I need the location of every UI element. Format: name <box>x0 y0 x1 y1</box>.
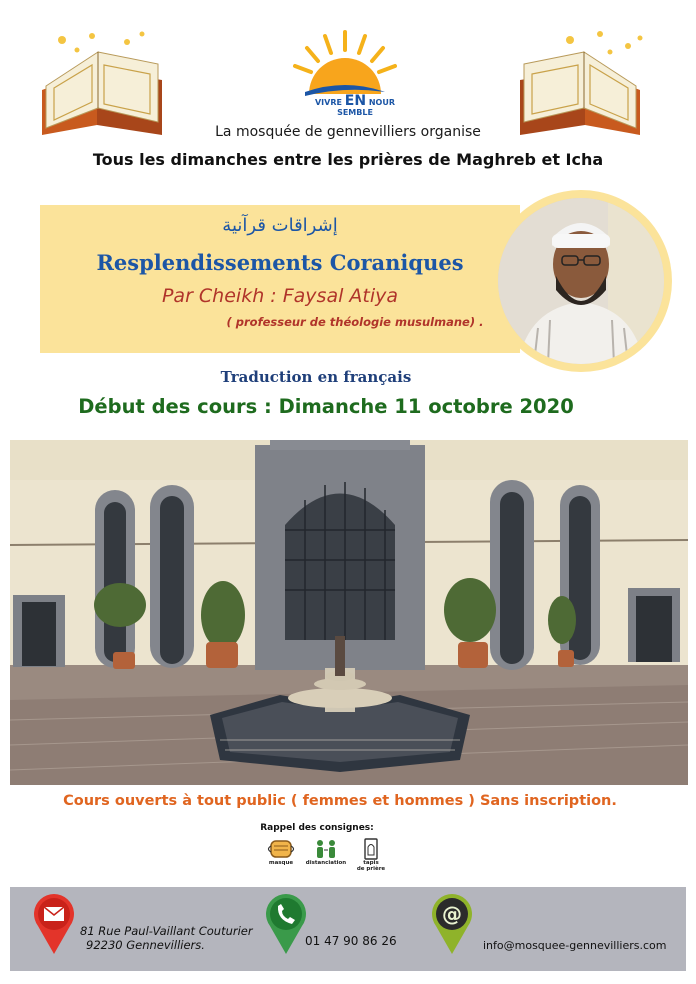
email-address[interactable]: info@mosquee-gennevilliers.com <box>483 939 667 952</box>
course-title: Resplendissements Coraniques <box>96 250 464 275</box>
mask-icon <box>266 838 296 860</box>
email-pin-icon <box>428 892 476 956</box>
address-line-1: 81 Rue Paul-Vaillant Couturier <box>80 924 253 938</box>
guideline-prayer-mat-label: tapis <box>363 860 379 866</box>
guideline-distancing <box>303 838 349 876</box>
arabic-title: إشراقات قرآنية <box>222 215 338 236</box>
translation-note: Traduction en français <box>220 368 412 386</box>
svg-text:@: @ <box>442 902 462 926</box>
logo-word-en: EN <box>344 93 367 109</box>
guideline-prayer-mat <box>348 838 394 876</box>
schedule-line: Tous les dimanches entre les prières de Maghreb et Icha <box>92 150 604 169</box>
speaker-photo <box>498 198 664 364</box>
speaker-name: Par Cheikh : Faysal Atiya <box>161 285 399 307</box>
organiser-line: La mosquée de gennevilliers organise <box>215 124 481 140</box>
logo-word-semble: SEMBLE <box>337 108 373 117</box>
open-access-note: Cours ouverts à tout public ( femmes et hommes ) Sans inscription. <box>63 793 617 809</box>
logo-word-nour: NOUR <box>368 98 395 107</box>
guideline-mask <box>258 838 304 876</box>
distancing-icon <box>311 838 341 860</box>
speaker-role: ( professeur de théologie musulmane) . <box>226 315 484 329</box>
start-date: Début des cours : Dimanche 11 octobre 2020 <box>78 395 574 418</box>
guidelines-heading: Rappel des consignes: <box>260 823 374 833</box>
guideline-prayer-mat-label-2: de prière <box>356 866 386 872</box>
mosque-courtyard-photo <box>10 440 688 785</box>
prayer-mat-icon <box>356 838 386 860</box>
guideline-mask-label: masque <box>268 860 294 866</box>
mail-pin-icon <box>30 892 78 956</box>
guideline-distancing-label: distanciation <box>305 860 347 866</box>
address-line-2: 92230 Gennevilliers. <box>86 938 205 952</box>
speaker-portrait-icon <box>498 198 664 364</box>
logo-wordmark <box>305 93 405 118</box>
phone-number[interactable]: 01 47 90 86 26 <box>305 934 397 948</box>
logo-word-vivre: VIVRE <box>314 98 342 107</box>
